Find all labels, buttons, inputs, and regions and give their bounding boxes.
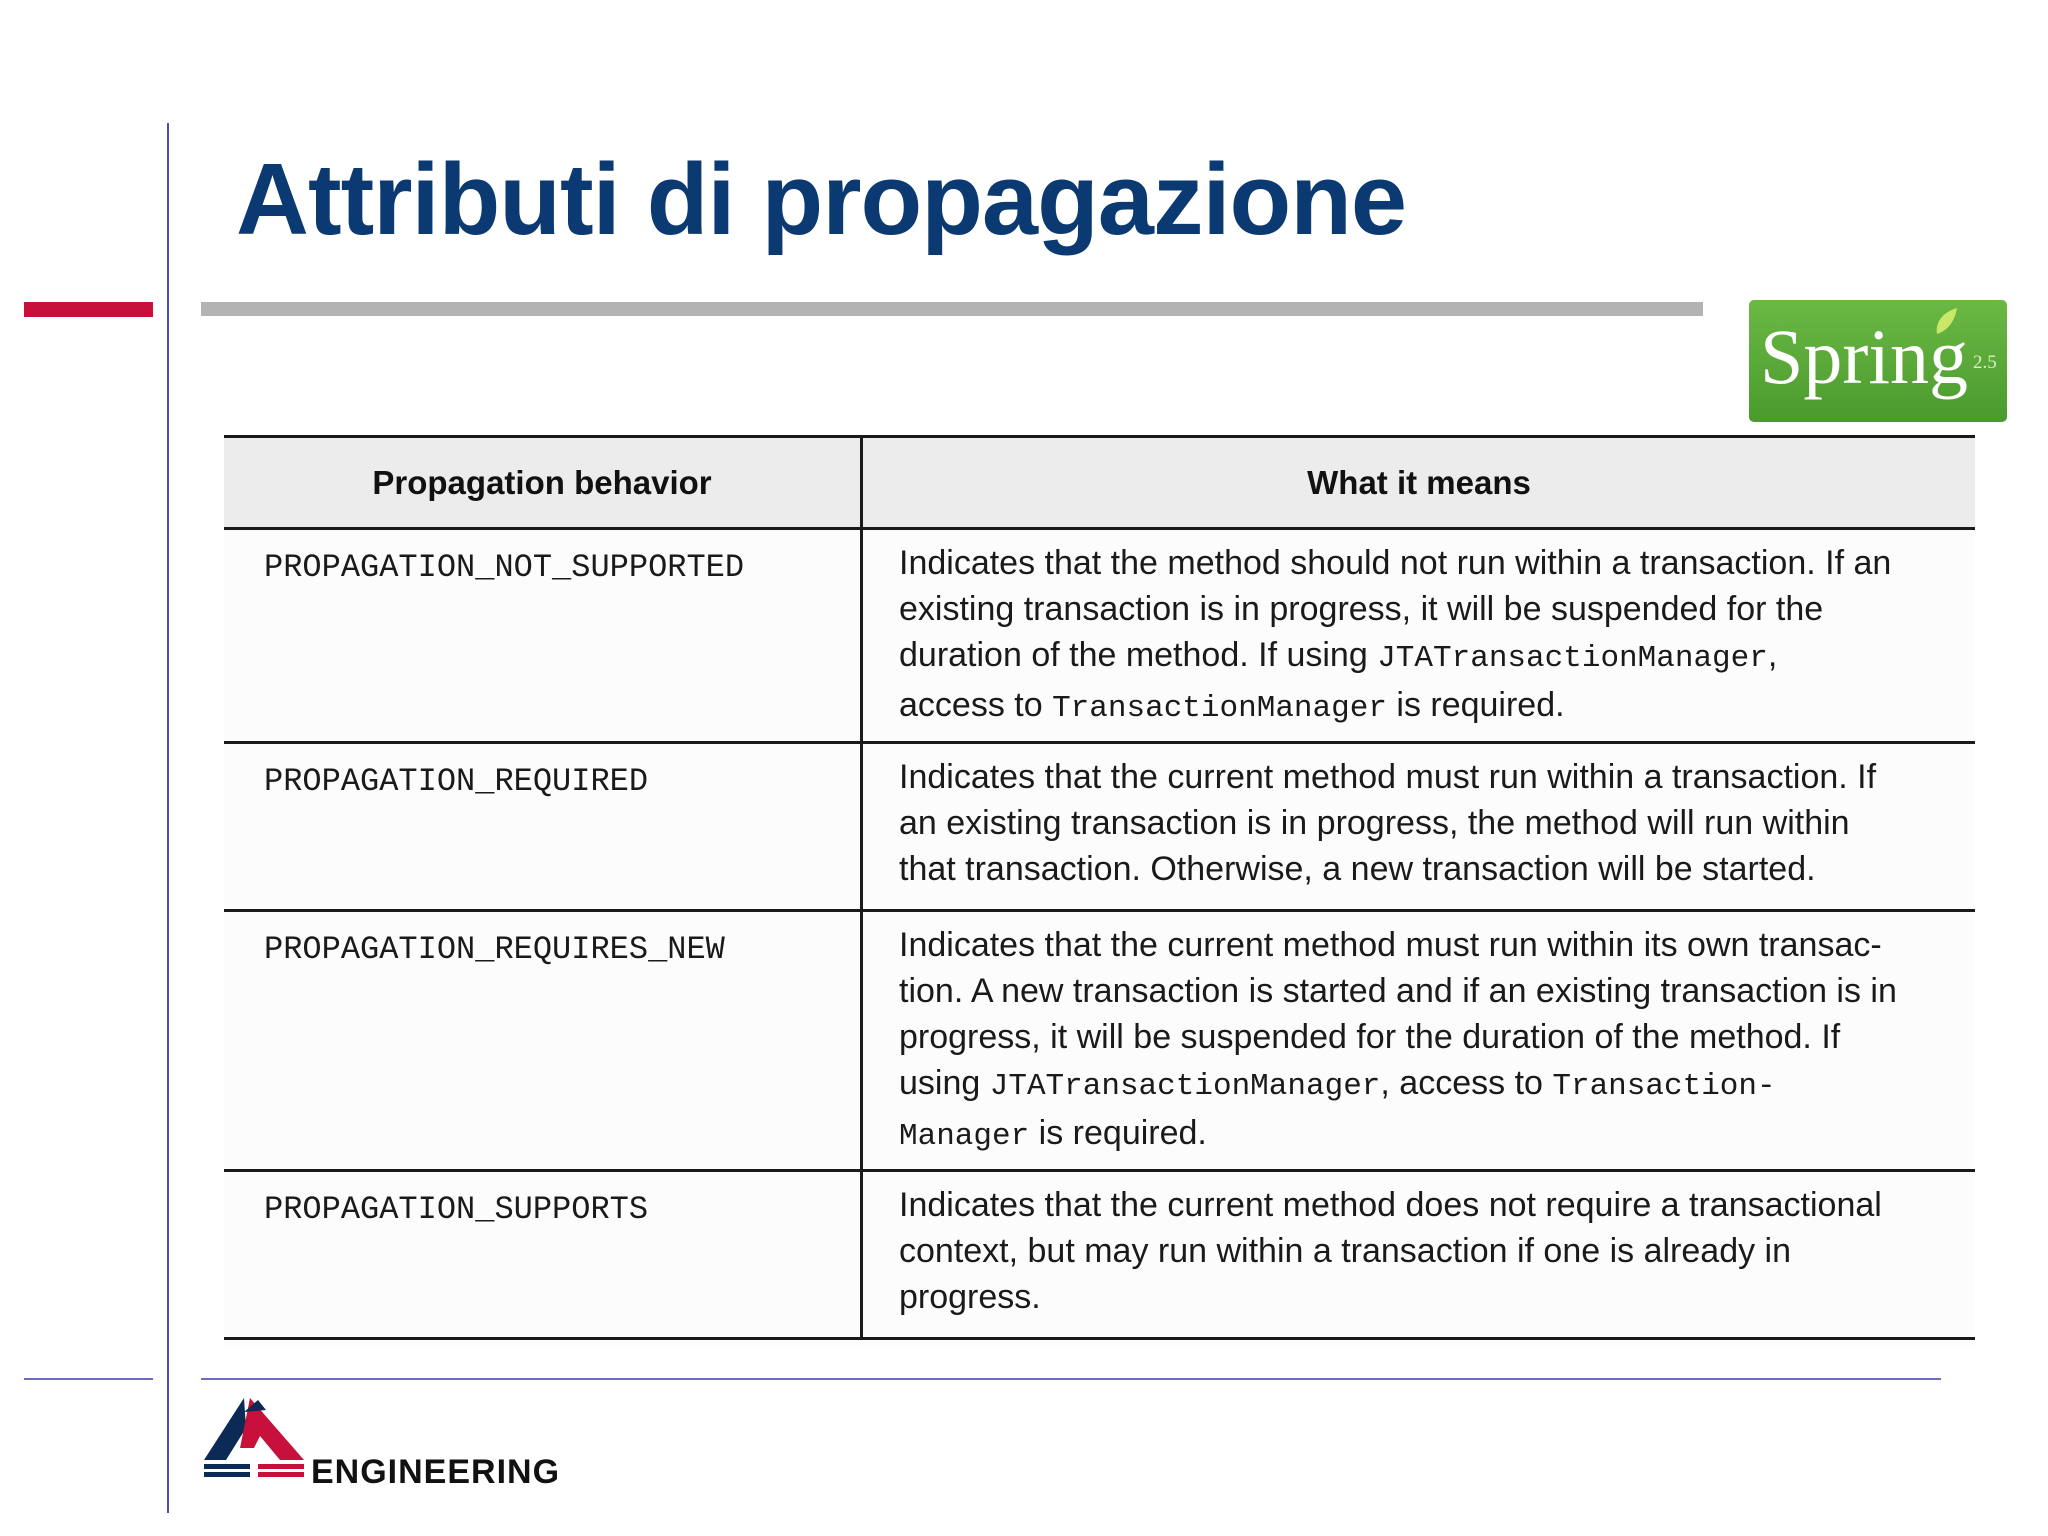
- spring-logo-text: Spring: [1760, 313, 1969, 400]
- engineering-logo-text: ENGINEERING: [311, 1453, 561, 1491]
- red-accent-bar: [24, 302, 153, 317]
- meaning-text: [863, 530, 1975, 732]
- propagation-behavior-name: PROPAGATION_NOT_SUPPORTED: [264, 549, 745, 586]
- text-segment: existing transaction is in progress, it will be suspended for the: [899, 590, 1824, 628]
- inline-code: Manager: [899, 1119, 1030, 1154]
- meaning-text: [863, 912, 1975, 1160]
- text-segment: is required.: [1029, 1114, 1207, 1152]
- meaning-line: [899, 632, 1965, 682]
- propagation-table-container: [224, 435, 1975, 1347]
- meaning-line: [899, 800, 1965, 846]
- text-segment: , access to: [1380, 1064, 1553, 1102]
- meaning-text: [863, 1172, 1975, 1320]
- spring-logo: [1749, 300, 2007, 422]
- meaning-line: [899, 754, 1965, 800]
- inline-code: Transaction-: [1552, 1069, 1776, 1104]
- propagation-behavior-name: PROPAGATION_REQUIRES_NEW: [264, 931, 725, 968]
- propagation-behavior-name: PROPAGATION_SUPPORTS: [264, 1191, 649, 1228]
- text-segment: Indicates that the current method does not require a transactional: [899, 1186, 1882, 1224]
- engineering-logo-icon: [200, 1398, 308, 1484]
- text-segment: progress, it will be suspended for the duration of the method. If: [899, 1018, 1841, 1056]
- meaning-line: [899, 540, 1965, 586]
- inline-code: JTATransactionManager: [1377, 641, 1768, 676]
- text-segment: progress.: [899, 1278, 1041, 1316]
- header-what-it-means: What it means: [862, 437, 1976, 529]
- meaning-line: [899, 922, 1965, 968]
- propagation-behavior-cell: [224, 743, 862, 911]
- meaning-line: [899, 586, 1965, 632]
- meaning-line: [899, 1060, 1965, 1110]
- meaning-line: [899, 1274, 1965, 1320]
- text-segment: that transaction. Otherwise, a new transaction will be started.: [899, 850, 1816, 888]
- left-vertical-rule: [167, 123, 169, 1513]
- table-body: [224, 529, 1975, 1339]
- propagation-behavior-name: PROPAGATION_REQUIRED: [264, 763, 649, 800]
- table-row: [224, 743, 1975, 911]
- slide-title: Attributi di propagazione: [236, 144, 1407, 256]
- footer-rule-left: [24, 1378, 153, 1380]
- meaning-line: [899, 1110, 1965, 1160]
- text-segment: duration of the method. If using: [899, 636, 1378, 674]
- text-segment: Indicates that the method should not run within a transaction. If an: [899, 544, 1892, 582]
- propagation-behavior-cell: [224, 529, 862, 743]
- inline-code: TransactionManager: [1052, 691, 1387, 726]
- table-row: [224, 911, 1975, 1171]
- propagation-behavior-cell: [224, 1171, 862, 1339]
- text-segment: is required.: [1386, 686, 1565, 724]
- inline-code: JTATransactionManager: [989, 1069, 1381, 1104]
- meaning-cell: [862, 529, 1976, 743]
- meaning-cell: [862, 743, 1976, 911]
- meaning-line: [899, 1182, 1965, 1228]
- text-segment: Indicates that the current method must run within a transaction. If: [899, 758, 1877, 796]
- text-segment: tion. A new transaction is started and if an existing transaction is in: [899, 972, 1897, 1010]
- spring-logo-version: 2.5: [1973, 352, 1997, 373]
- meaning-cell: [862, 1171, 1976, 1339]
- text-segment: access to: [899, 686, 1053, 724]
- propagation-table: [224, 435, 1975, 1340]
- table-row: [224, 1171, 1975, 1339]
- footer-rule-right: [201, 1378, 1941, 1380]
- text-segment: using: [899, 1064, 990, 1102]
- text-segment: Indicates that the current method must run within its own transac-: [899, 926, 1882, 964]
- text-segment: context, but may run within a transaction if one is already in: [899, 1232, 1792, 1270]
- meaning-line: [899, 846, 1965, 892]
- meaning-line: [899, 968, 1965, 1014]
- title-underline-bar: [201, 302, 1703, 316]
- meaning-line: [899, 682, 1965, 732]
- text-segment: an existing transaction is in progress, the method will run within: [899, 804, 1850, 842]
- table-row: [224, 529, 1975, 743]
- meaning-line: [899, 1014, 1965, 1060]
- meaning-line: [899, 1228, 1965, 1274]
- table-header-row: [224, 437, 1975, 529]
- text-segment: ,: [1767, 636, 1778, 674]
- meaning-cell: [862, 911, 1976, 1171]
- header-propagation-behavior: Propagation behavior: [224, 437, 862, 529]
- propagation-behavior-cell: [224, 911, 862, 1171]
- meaning-text: [863, 744, 1975, 892]
